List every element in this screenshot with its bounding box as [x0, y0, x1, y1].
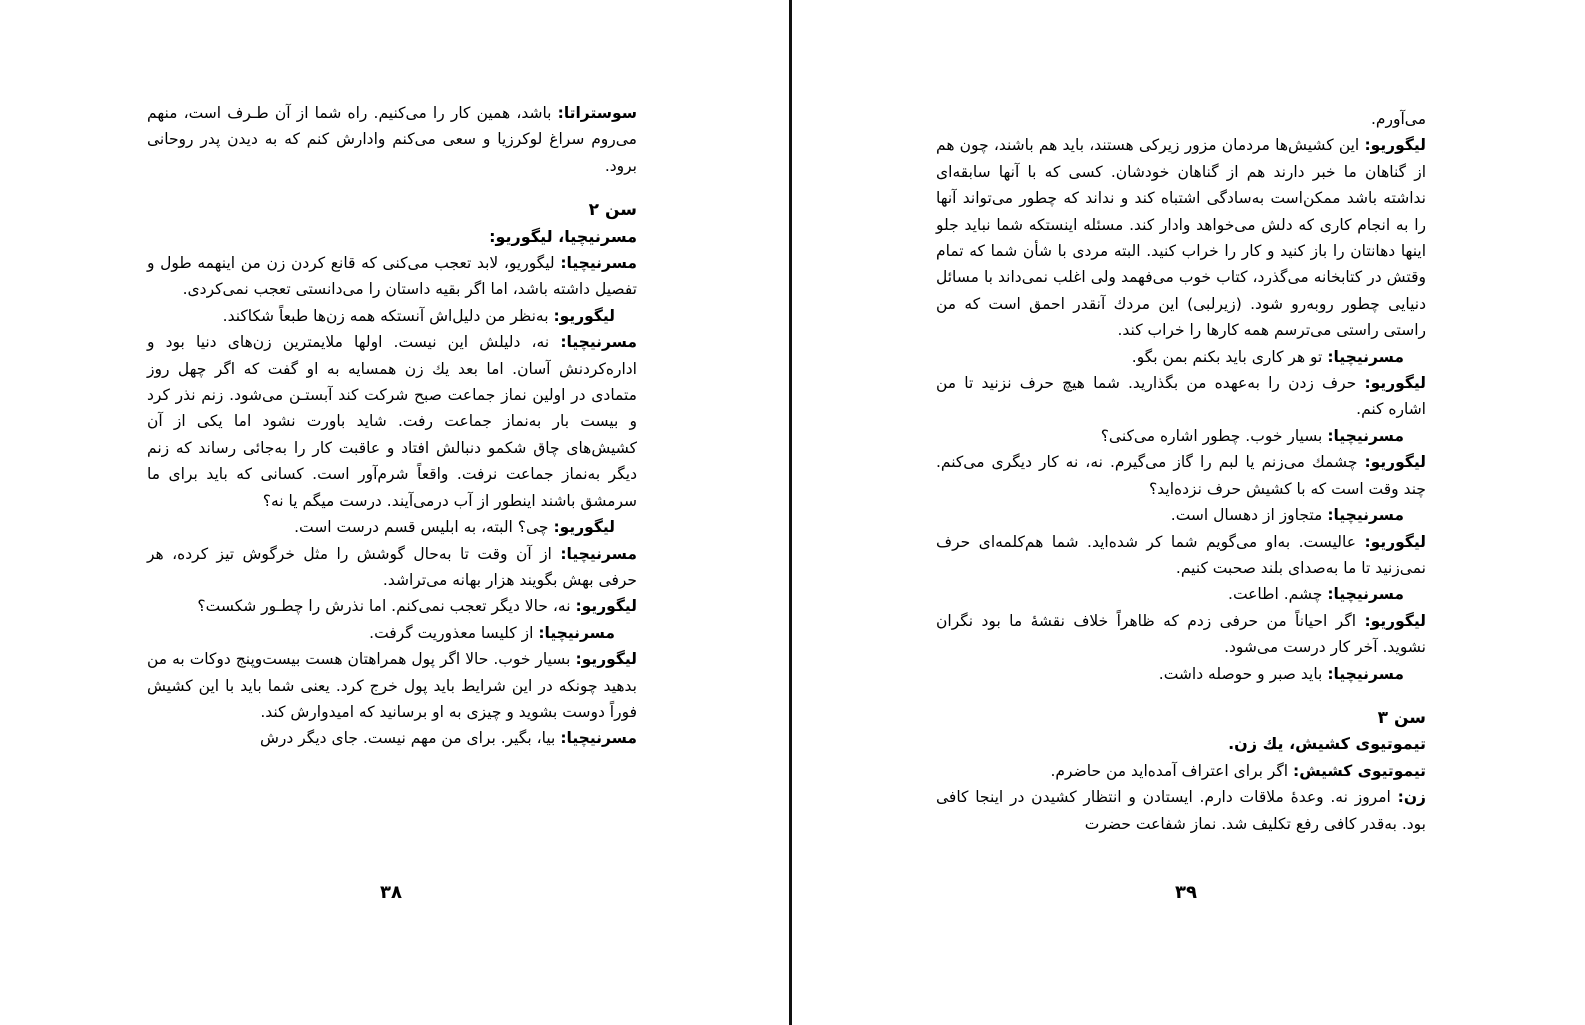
dialogue-text: بیا، بگیر. برای من مهم نیست. جای دیگر درش	[260, 729, 556, 748]
dialogue-text: بسیار خوب. چطور اشاره می‌کنی؟	[1100, 426, 1323, 445]
dialogue-text: چی؟ البته، به ابلیس قسم درست است.	[294, 518, 549, 537]
dialogue-text: لیگوریو، لابد تعجب می‌کنی که قانع کردن زن من اینهمه طول و تفصیل داشته باشد، اما اگر بقیه داستان را می‌دانستی تعجب نمی‌کردی.	[147, 254, 637, 299]
speaker-name: تیموتیوی کشیش:	[1293, 761, 1426, 780]
speaker-name: سوستراتا:	[557, 104, 637, 122]
speaker-name: لیگوریو:	[553, 306, 615, 325]
dialogue-text: امروز نه. وعدهٔ ملاقات دارم. ایستادن و انتظار کشیدن در اینجا کافی بود. به‌قدر کافی رفع تکلیف شد. نماز شفاعت حضرت	[936, 788, 1426, 833]
dialogue-line	[936, 502, 1426, 528]
right-page	[936, 106, 1426, 906]
speaker-name: لیگوریو:	[1364, 611, 1426, 630]
dialogue-text: چشم. اطاعت.	[1228, 585, 1323, 604]
speaker-name: لیگوریو:	[575, 597, 637, 616]
dialogue-line	[147, 303, 637, 329]
scene-cast: مسرنیچیا، لیگوریو:	[489, 226, 637, 246]
left-page	[147, 100, 637, 900]
dialogue-line	[147, 250, 637, 303]
dialogue-line	[936, 132, 1426, 343]
speaker-name: لیگوریو:	[553, 518, 615, 537]
speaker-name: زن:	[1397, 788, 1426, 807]
dialogue-line	[936, 661, 1426, 687]
scene-title: سن ۳	[1377, 707, 1426, 728]
speaker-name: مسرنیچیا:	[1327, 426, 1404, 445]
speaker-name: لیگوریو:	[1364, 532, 1426, 551]
dialogue-line	[147, 646, 637, 725]
dialogue-text: اگر برای اعتراف آمده‌اید من حاضرم.	[1050, 761, 1289, 780]
scene-title: سن ۲	[588, 200, 637, 221]
speaker-name: مسرنیچیا:	[560, 544, 637, 563]
speaker-name: مسرنیچیا:	[1327, 347, 1404, 366]
dialogue-line	[936, 344, 1426, 370]
dialogue-text: تو هر کاری باید بکنم بمن بگو.	[1131, 347, 1323, 366]
speaker-name: لیگوریو:	[1364, 136, 1426, 155]
dialogue-line	[147, 620, 637, 646]
left-opening-line	[147, 100, 637, 179]
dialogue-text: از آن وقت تا به‌حال گوشش را مثل خرگوش تیز کرده، هر حرفی بهش بگویند هزار بهانه می‌تراشد.	[147, 544, 637, 589]
dialogue-line	[147, 725, 637, 751]
speaker-name: مسرنیچیا:	[560, 729, 637, 748]
dialogue-text: بسیار خوب. حالا اگر پول همراهتان هست بیست‌وپنج دوکات به من بدهید چونکه در این شرایط باید پول خرج کرد. یعنی شما باید با این کشیش فوراً دوست بشوید و چیزی به او برسانید که امیدوارش کند.	[147, 650, 637, 721]
dialogue-line	[147, 514, 637, 540]
speaker-name: مسرنیچیا:	[560, 333, 637, 352]
dialogue-line	[936, 758, 1426, 784]
speaker-name: مسرنیچیا:	[560, 254, 637, 273]
speaker-name: مسرنیچیا:	[1327, 506, 1404, 525]
dialogue-line	[936, 581, 1426, 607]
dialogue-line	[936, 370, 1426, 423]
dialogue-text: باشد، همین کار را می‌کنیم. راه شما از آن طـرف است، منهم می‌روم سراغ لوکرزیا و سعی می‌کنم وادارش کنم که به دیدن پدر روحانی برود.	[147, 104, 637, 175]
dialogue-line	[936, 608, 1426, 661]
speaker-name: لیگوریو:	[575, 650, 637, 669]
book-spine	[789, 0, 792, 1025]
dialogue-text: به‌نظر من دلیل‌اش آنستکه همه زن‌ها طبعاً شکاکند.	[222, 306, 549, 325]
dialogue-text: چشمك می‌زنم یا لبم را گاز می‌گیرم. نه، نه کار دیگری می‌کنم. چند وقت است که با کشیش حرف نزده‌اید؟	[936, 453, 1426, 498]
dialogue-text: اگر احیاناً من حرفی زدم که ظاهراً خلاف نقشهٔ ما بود نگران نشوید. آخر کار درست می‌شود.	[936, 611, 1426, 657]
dialogue-text: نه، دلیلش این نیست. اولها ملایمترین زن‌های دنیا بود و اداره‌کردنش آسان. اما بعد یك زن همسایه به او گفت که اگر چهل روز متمادی در اولین نماز جماعت صبح شرکت کند آبستـن می‌شود. زنم نذر کرد و بیست بار به‌نماز جماعت رفت. شاید باورت نشود اما یکی از آن کشیش‌های چاق شکمو دنبالش افتاد و عاقبت کار را به‌جائی رساند که زنم دیگر به‌نماز جماعت نرفت. واقعاً شرم‌آور است. کسانی که باید برای ما سرمشق باشند اینطور از آب درمی‌آیند. درست میگم یا نه؟	[147, 333, 637, 510]
dialogue-line	[147, 593, 637, 619]
dialogue-text: از کلیسا معذوریت گرفت.	[369, 623, 534, 642]
speaker-name: لیگوریو:	[1364, 374, 1427, 393]
dialogue-line	[936, 529, 1426, 582]
dialogue-text: حرف زدن را به‌عهده من بگذارید. شما هیچ حرف نزنید تا من اشاره کنم.	[936, 374, 1426, 419]
scene-cast: تیموتیوی کشیش، یك زن.	[1228, 734, 1426, 754]
dialogue-line	[936, 423, 1426, 449]
dialogue-text: باید صبر و حوصله داشت.	[1158, 664, 1323, 683]
dialogue-line	[936, 784, 1426, 837]
dialogue-line	[147, 541, 637, 594]
dialogue-line	[147, 329, 637, 514]
speaker-name: مسرنیچیا:	[538, 623, 615, 642]
speaker-name: لیگوریو:	[1364, 453, 1426, 472]
page-number-right: ۳۹	[1175, 882, 1197, 903]
dialogue-text: این کشیش‌ها مردمان مزور زیرکی هستند، باید هم باشند، چون هم از گناهان ما خبر دارند هم از گناهان خودشان. کسی که با آنها سابقه‌ای نداشته باشد ممکن‌است به‌سادگی اشتباه کند و نداند که چطور می‌تواند آنها را به انجام کاری که دلش می‌خواهد وادار کند. مسئله اینستکه شما نباید جلو اینها دهانتان را باز کنید و کار را خراب کنید. البته مردی با شأن شما که تمام وقتش در کتابخانه می‌گذرد، کتاب خوب می‌فهمد ولی اغلب نمی‌داند با مسائل دنیایی چطور روبه‌رو شود. (زیرلبی) این مردك آنقدر احمق است که من راستی راستی می‌ترسم همه کارها را خراب کند.	[936, 136, 1426, 340]
lead-in-text: می‌آورم.	[1370, 110, 1426, 128]
page-number-left: ۳۸	[380, 882, 402, 903]
dialogue-text: نه، حالا دیگر تعجب نمی‌کنم. اما نذرش را چطـور شکست؟	[197, 597, 571, 616]
dialogue-text: متجاوز از دهسال است.	[1170, 506, 1323, 525]
speaker-name: مسرنیچیا:	[1327, 664, 1404, 683]
speaker-name: مسرنیچیا:	[1327, 585, 1404, 604]
dialogue-text: عالیست. به‌او می‌گویم شما کر شده‌اید. شما هم‌کلمه‌ای حرف نمی‌زنید تا ما به‌صدای بلند صحبت کنیم.	[936, 532, 1426, 577]
dialogue-line	[936, 449, 1426, 502]
